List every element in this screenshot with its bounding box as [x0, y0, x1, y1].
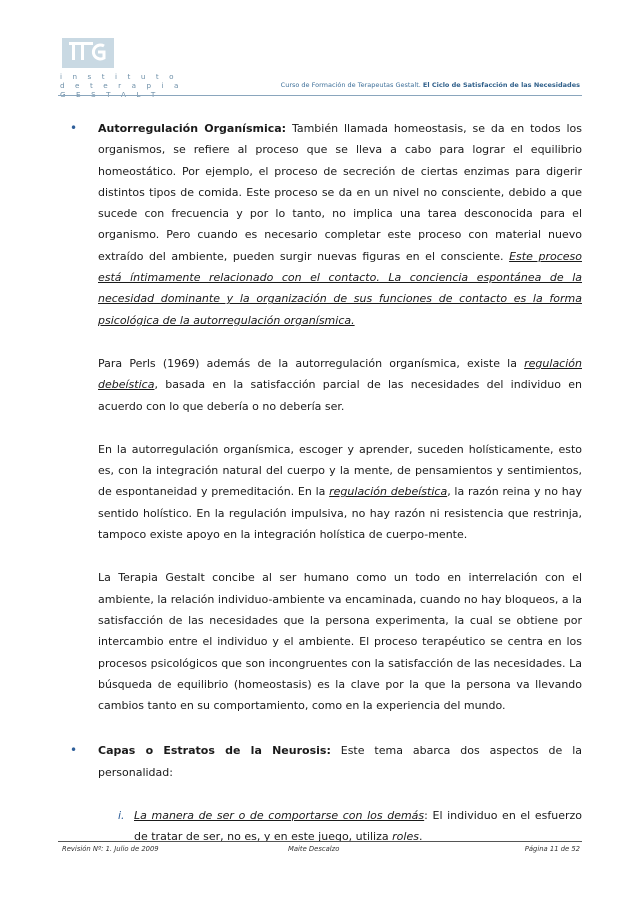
paragraph-text: : El individuo en el esfuerzo de tratar de ser, no es, y en este juego, utiliza [134, 809, 582, 844]
footer-page-number: Página 11 de 52 [524, 845, 580, 853]
bullet-capas-neurosis [62, 740, 582, 783]
bullet-icon: • [70, 743, 78, 758]
paragraph-text: , la razón reina y no hay sentido holístico. En la regulación impulsiva, no hay razón ni resistencia que restrinja, tampoco existe apoyo en la integración holística de cuerpo-mente. [98, 485, 582, 542]
sub-item-number: i. [118, 809, 125, 823]
paragraph-text: . [418, 830, 423, 844]
paragraph-text: , basada en la satisfacción parcial de las necesidades del individuo en acuerdo con lo que debería o no debería ser. [98, 378, 582, 413]
paragraph-text: También llamada homeostasis, se da en todos los organismos, se refiere al proceso que se lleva a cabo para lograr el equilibrio homeostático. Por ejemplo, el proceso de secreción de ciertas enzimas para digerir distintos tipos de comida. Este proceso se da en un nivel no consciente, debido a que sucede con frecuencia y por lo tanto, no implica una tarea desconocida para el organismo. Pero cuando es necesario completar este proceso con material nuevo extraído del ambiente, pueden surgir nuevas figuras en el consciente. [98, 122, 582, 263]
emphasis-text: roles [392, 830, 419, 844]
header-divider [58, 95, 582, 96]
footer-divider [58, 841, 582, 842]
footer-revision: Revisión Nº: 1. Julio de 2009 [62, 845, 159, 853]
paragraph-perls [98, 353, 582, 417]
emphasis-text: regulación debeística [98, 356, 582, 392]
logo-line-1: i n s t i t u t o [60, 72, 178, 81]
page-header [0, 0, 638, 110]
paragraph-holistic [98, 439, 582, 545]
bullet-term: Capas o Estratos de la Neurosis: [98, 744, 331, 758]
bullet-icon: • [70, 121, 78, 135]
paragraph-text: En la autorregulación organísmica, escoger y aprender, suceden holísticamente, esto es, con la integración natural del cuerpo y la mente, de pensamientos y sentimientos, de espontaneidad y premeditación. En la [98, 442, 582, 499]
paragraph-terapia-gestalt: La Terapia Gestalt concibe al ser humano como un todo en interrelación con el ambiente, la relación individuo-ambiente va encaminada, cuando no hay bloqueos, a la satisfacción de las necesidades que la persona experimenta, la cual se obtiene por intercambio entre el individuo y el ambiente. El proceso terapéutico se centra en los procesos psicológicos que son incongruentes con la satisfacción de las necesidades. La búsqueda de equilibrio (homeostasis) es la clave por la que la persona va llevando cambios tanto en su comportamiento, como en la experiencia del mundo. [98, 571, 582, 713]
emphasis-text: Este proceso está íntimamente relacionado con el contacto. La conciencia espontánea de la necesidad dominante y la organización de sus funciones de contacto es la forma psicológica de la autorregulación organísmica. [98, 249, 582, 327]
paragraph-text: Este tema abarca dos aspectos de la personalidad: [98, 744, 582, 779]
course-name: Curso de Formación de Terapeutas Gestalt. [280, 81, 421, 89]
paragraph [98, 740, 582, 783]
footer-author: Maite Descalzo [288, 845, 340, 853]
bullet-term: Autorregulación Organísmica: [98, 122, 287, 135]
emphasis-text: regulación debeística [329, 485, 448, 499]
logo-line-2: d e t e r a p i a [60, 81, 183, 90]
header-course-title [281, 81, 580, 89]
bullet-autorregulacion [62, 118, 582, 331]
emphasis-text: La manera de ser o de comportarse con los demás [134, 809, 425, 823]
paragraph-text: Para Perls (1969) además de la autorregulación organísmica, existe la [98, 356, 525, 370]
page-body [62, 118, 582, 848]
paragraph [98, 118, 582, 331]
logo-line-3: G E S T A L T [60, 90, 160, 99]
institute-logo-mark [62, 38, 114, 68]
document-title: El Ciclo de Satisfacción de las Necesidades [422, 81, 580, 89]
